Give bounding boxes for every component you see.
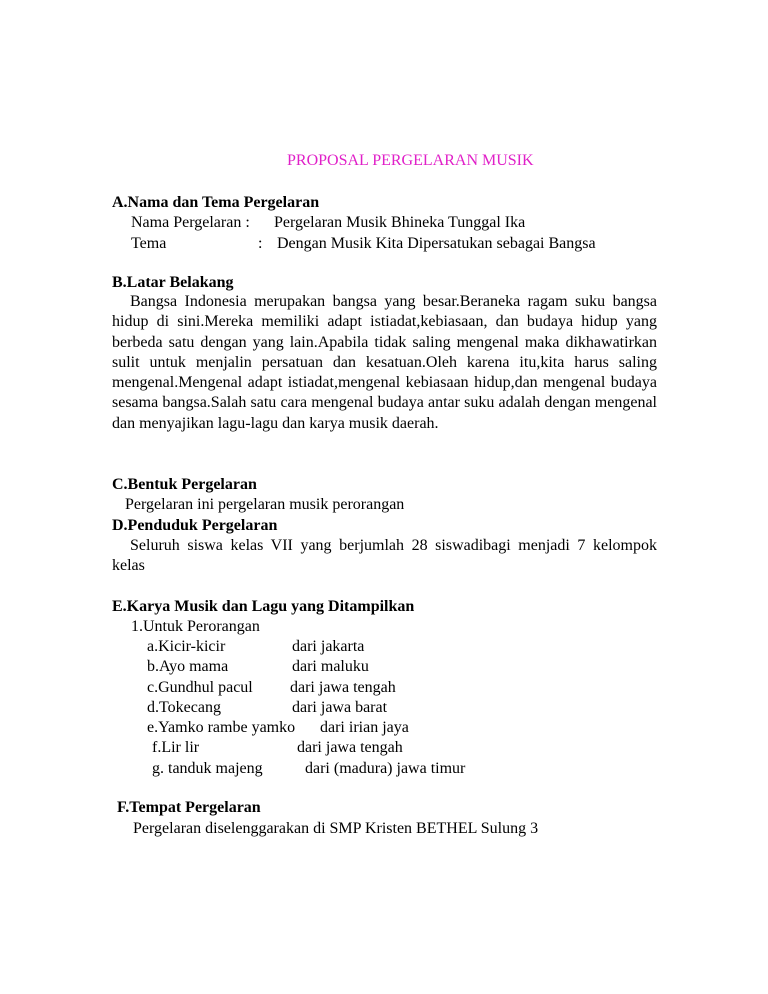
section-a-row-1-label: Nama Pergelaran :: [131, 214, 250, 231]
song-item-5-title: e.Yamko rambe yamko: [147, 719, 296, 736]
song-item-4-origin: dari jawa barat: [292, 699, 388, 716]
section-c-body: Pergelaran ini pergelaran musik perorangan: [125, 496, 405, 513]
song-item-1-title: a.Kicir-kicir: [147, 638, 226, 655]
section-a-row-2-value: Dengan Musik Kita Dipersatukan sebagai Bangsa: [277, 235, 596, 252]
section-a-row-1-value: Pergelaran Musik Bhineka Tunggal Ika: [274, 214, 526, 231]
song-item-3-origin: dari jawa tengah: [290, 679, 396, 696]
section-f-body: Pergelaran diselenggarakan di SMP Kristen BETHEL Sulung 3: [133, 820, 539, 837]
section-c-heading: C.Bentuk Pergelaran: [112, 476, 257, 493]
section-d-body: Seluruh siswa kelas VII yang berjumlah 28 siswadibagi menjadi 7 kelompok kelas: [112, 537, 657, 575]
section-e-subheading: 1.Untuk Perorangan: [131, 618, 260, 635]
song-item-2-title: b.Ayo mama: [147, 658, 229, 675]
song-item-2-origin: dari maluku: [292, 658, 369, 675]
song-item-3-title: c.Gundhul pacul: [147, 679, 253, 696]
song-item-7-origin: dari (madura) jawa timur: [305, 760, 466, 777]
song-item-7-title: g. tanduk majeng: [152, 760, 263, 777]
section-a-row-2-colon: :: [258, 235, 263, 252]
section-b-heading: B.Latar Belakang: [112, 274, 234, 291]
song-item-1-origin: dari jakarta: [292, 638, 365, 655]
section-f-heading: F.Tempat Pergelaran: [117, 799, 261, 816]
song-item-6-title: f.Lir lir: [152, 739, 200, 756]
section-e-heading: E.Karya Musik dan Lagu yang Ditampilkan: [112, 598, 415, 615]
song-item-4-title: d.Tokecang: [147, 699, 221, 716]
section-a-row-2-label: Tema: [131, 235, 167, 252]
document-title: PROPOSAL PERGELARAN MUSIK: [287, 152, 534, 169]
section-b-body: Bangsa Indonesia merupakan bangsa yang besar.Beraneka ragam suku bangsa hidup di sini.Mereka memiliki adapt istiadat,kebiasaan, dan budaya hidup yang berbeda satu dengan yang lain.Apabila tidak saling mengenal maka dikhawatirkan sulit untuk menjalin persatuan dan kesatuan.Oleh karena itu,kita harus saling mengenal.Mengenal adapt istiadat,mengenal kebiasaan hidup,dan mengenal budaya sesama bangsa.Salah satu cara mengenal budaya antar suku adalah dengan mengenal dan menyajikan lagu-lagu dan karya musik daerah.: [112, 293, 657, 432]
song-item-6-origin: dari jawa tengah: [297, 739, 403, 756]
section-a-heading: A.Nama dan Tema Pergelaran: [112, 194, 320, 211]
section-d-heading: D.Penduduk Pergelaran: [112, 517, 278, 534]
song-item-5-origin: dari irian jaya: [320, 719, 409, 736]
